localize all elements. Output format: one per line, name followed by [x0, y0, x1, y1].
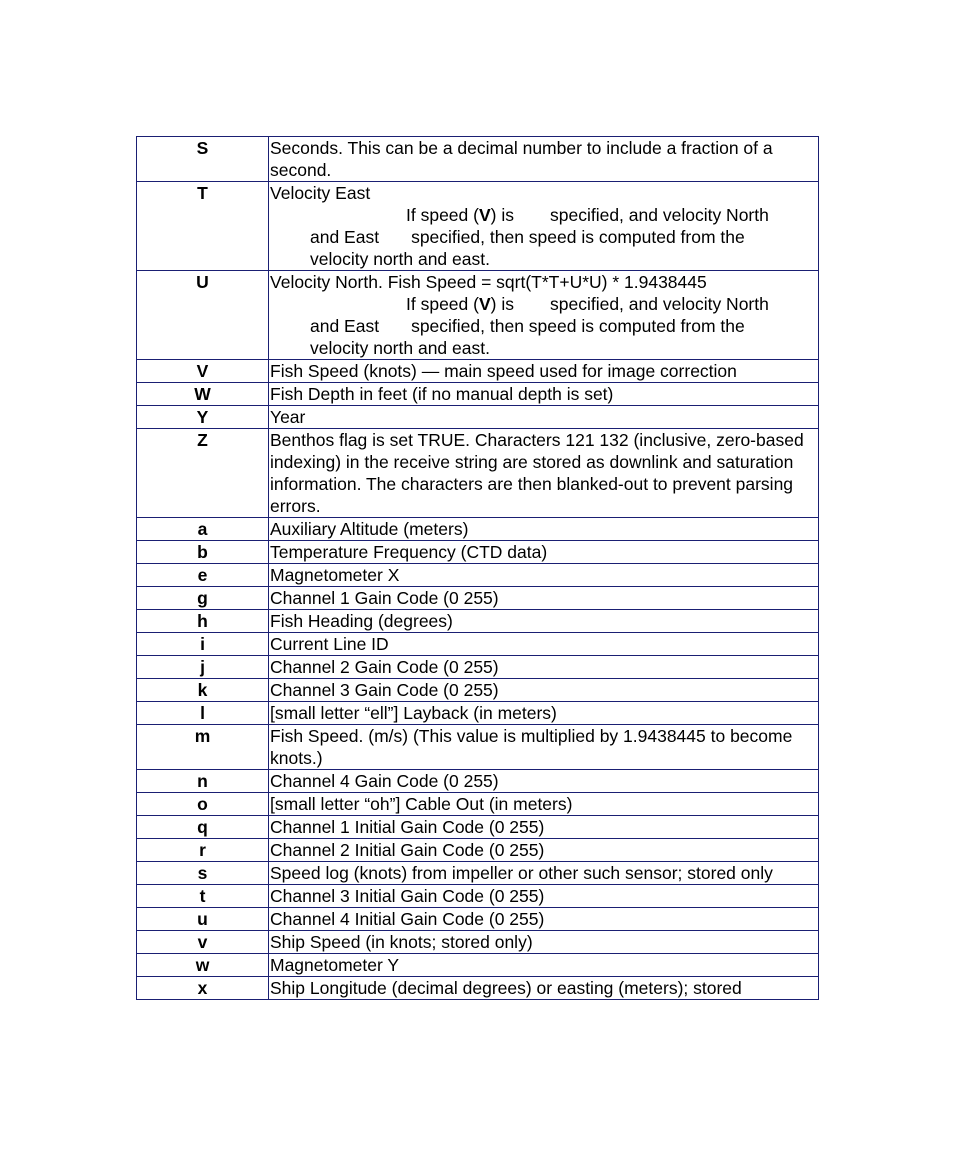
field-note	[270, 293, 818, 359]
field-code: U	[137, 271, 269, 360]
field-code: x	[137, 977, 269, 1000]
table-row	[137, 564, 819, 587]
field-code: S	[137, 137, 269, 182]
field-description: Magnetometer X	[269, 564, 819, 587]
field-description: Fish Depth in feet (if no manual depth is set)	[269, 383, 819, 406]
note-text: ) is	[490, 205, 514, 225]
field-description: Channel 4 Gain Code (0 255)	[269, 770, 819, 793]
table-row	[137, 518, 819, 541]
note-text: specified, and velocity North and East	[310, 205, 769, 247]
field-description: Velocity East	[270, 183, 371, 203]
field-description: Channel 2 Initial Gain Code (0 255)	[269, 839, 819, 862]
field-description: Temperature Frequency (CTD data)	[269, 541, 819, 564]
field-code: m	[137, 725, 269, 770]
field-note	[270, 204, 818, 270]
field-description: Current Line ID	[269, 633, 819, 656]
table-row	[137, 885, 819, 908]
table-row	[137, 793, 819, 816]
field-description: Channel 3 Gain Code (0 255)	[269, 679, 819, 702]
field-code: V	[137, 360, 269, 383]
field-description: Ship Speed (in knots; stored only)	[269, 931, 819, 954]
field-description: Fish Speed. (m/s) (This value is multiplied by 1.9438445 to become knots.)	[269, 725, 819, 770]
table-row	[137, 182, 819, 271]
field-description: [small letter “ell”] Layback (in meters)	[269, 702, 819, 725]
field-code: l	[137, 702, 269, 725]
table-row	[137, 406, 819, 429]
field-code: k	[137, 679, 269, 702]
field-description: Seconds. This can be a decimal number to include a fraction of a second.	[269, 137, 819, 182]
field-description: Velocity North. Fish Speed = sqrt(T*T+U*U) * 1.9438445	[270, 272, 707, 292]
field-description: Ship Longitude (decimal degrees) or easting (meters); stored	[269, 977, 819, 1000]
table-row	[137, 610, 819, 633]
table-row	[137, 679, 819, 702]
field-description: Channel 1 Gain Code (0 255)	[269, 587, 819, 610]
table-row	[137, 839, 819, 862]
field-description: Fish Heading (degrees)	[269, 610, 819, 633]
field-code: s	[137, 862, 269, 885]
table-row	[137, 954, 819, 977]
field-code: t	[137, 885, 269, 908]
field-code: b	[137, 541, 269, 564]
table-row	[137, 725, 819, 770]
field-description: Auxiliary Altitude (meters)	[269, 518, 819, 541]
field-description: Benthos flag is set TRUE. Characters 121 132 (inclusive, zero-based indexing) in the receive string are stored as downlink and saturation information. The characters are then blanked-out to prevent parsing errors.	[269, 429, 819, 518]
note-text: If speed (	[406, 294, 479, 314]
field-code: o	[137, 793, 269, 816]
field-description: Channel 2 Gain Code (0 255)	[269, 656, 819, 679]
table-row	[137, 931, 819, 954]
field-description-cell	[269, 271, 819, 360]
field-description: Year	[269, 406, 819, 429]
table-row	[137, 816, 819, 839]
table-row	[137, 702, 819, 725]
note-text: ) is	[490, 294, 514, 314]
note-text: specified, then speed is computed from the velocity north and east.	[310, 227, 745, 269]
field-description: Channel 1 Initial Gain Code (0 255)	[269, 816, 819, 839]
table-row	[137, 137, 819, 182]
table-row	[137, 383, 819, 406]
field-code: v	[137, 931, 269, 954]
table-row	[137, 977, 819, 1000]
note-bold-text: V	[478, 205, 491, 225]
table-row	[137, 656, 819, 679]
field-code: Z	[137, 429, 269, 518]
table-row	[137, 770, 819, 793]
field-description-cell	[269, 182, 819, 271]
table-row	[137, 908, 819, 931]
note-text: specified, then speed is computed from the velocity north and east.	[310, 316, 745, 358]
table-row	[137, 587, 819, 610]
field-code: e	[137, 564, 269, 587]
note-bold-text: V	[478, 294, 491, 314]
table-row	[137, 271, 819, 360]
field-code: h	[137, 610, 269, 633]
note-text: If speed (	[406, 205, 479, 225]
field-code: T	[137, 182, 269, 271]
field-description: [small letter “oh”] Cable Out (in meters)	[269, 793, 819, 816]
table-row	[137, 429, 819, 518]
field-code: g	[137, 587, 269, 610]
table-row	[137, 541, 819, 564]
field-code: u	[137, 908, 269, 931]
table-row	[137, 360, 819, 383]
field-description: Channel 4 Initial Gain Code (0 255)	[269, 908, 819, 931]
field-code: i	[137, 633, 269, 656]
table-body	[137, 137, 819, 1000]
field-description: Fish Speed (knots) — main speed used for image correction	[269, 360, 819, 383]
table-row	[137, 862, 819, 885]
field-code: W	[137, 383, 269, 406]
field-code-table	[136, 136, 819, 1000]
field-code: Y	[137, 406, 269, 429]
field-code: n	[137, 770, 269, 793]
field-code: j	[137, 656, 269, 679]
field-code: q	[137, 816, 269, 839]
table-row	[137, 633, 819, 656]
field-description: Speed log (knots) from impeller or other such sensor; stored only	[269, 862, 819, 885]
field-description: Channel 3 Initial Gain Code (0 255)	[269, 885, 819, 908]
note-text: specified, and velocity North and East	[310, 294, 769, 336]
field-code: r	[137, 839, 269, 862]
field-code: w	[137, 954, 269, 977]
field-description: Magnetometer Y	[269, 954, 819, 977]
field-code: a	[137, 518, 269, 541]
